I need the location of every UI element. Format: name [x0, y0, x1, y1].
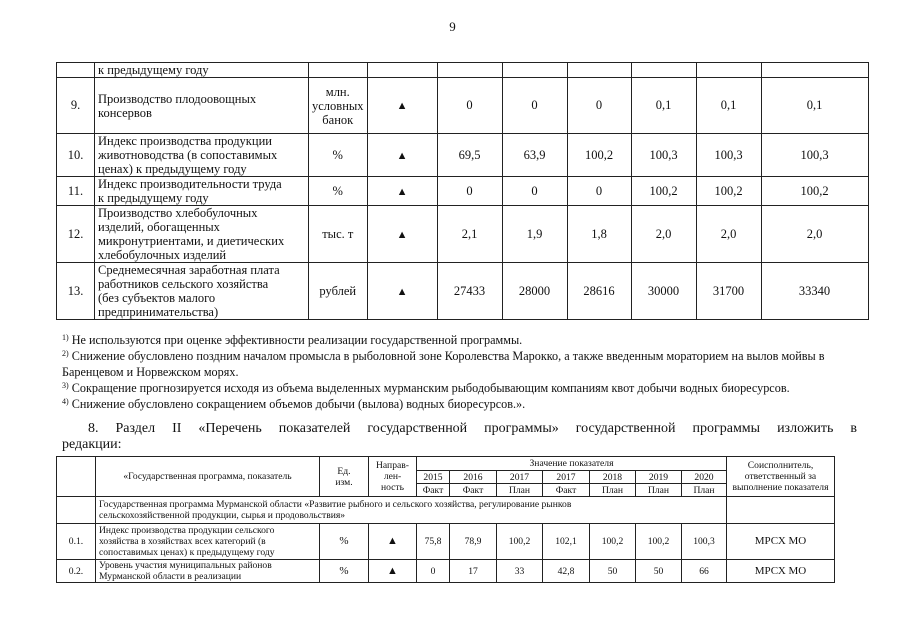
row-unit: рублей: [309, 263, 368, 320]
value-cell: 33: [497, 560, 543, 583]
value-cell: 0,1: [696, 78, 761, 134]
table-row: [57, 263, 869, 320]
row-name: Индекс производства продукции животноводства (в сопоставимых ценах) к предыдущему году: [95, 134, 309, 177]
value-cell: 42,8: [543, 560, 590, 583]
responsible-cell: МРСХ МО: [727, 524, 835, 560]
year-header: 2018: [590, 471, 636, 484]
value-cell: 78,9: [450, 524, 497, 560]
value-cell: 2,0: [631, 206, 696, 263]
footnote: [62, 380, 862, 396]
value-cell: 100,2: [696, 177, 761, 206]
program-row: [57, 497, 835, 524]
year-header: 2017: [497, 471, 543, 484]
row-number: 9.: [57, 78, 95, 134]
value-cell: 33340: [761, 263, 868, 320]
value-cell: 0,1: [761, 78, 868, 134]
value-cell: 1,8: [567, 206, 631, 263]
value-cell: 28616: [567, 263, 631, 320]
direction-cell: [369, 560, 417, 583]
col-program-header: «Государственная программа, показатель: [96, 457, 320, 497]
value-cell: 0: [417, 560, 450, 583]
page-number: 9: [449, 19, 456, 34]
status-header: Факт: [417, 484, 450, 497]
direction-cell: [367, 177, 437, 206]
table-row: [57, 63, 869, 78]
section-line-2: редакции:: [62, 437, 122, 452]
value-cell: 0: [502, 177, 567, 206]
footnote: [62, 396, 862, 412]
value-cell: 66: [682, 560, 727, 583]
value-cell: 17: [450, 560, 497, 583]
direction-cell: [367, 78, 437, 134]
direction-cell: [367, 206, 437, 263]
footnote-mark: 3): [62, 381, 69, 390]
row-name: Индекс производства продукции сельского хозяйства в хозяйствах всех категорий (в сопоставимых ценах) к предыдущему году: [96, 524, 320, 560]
value-cell: 63,9: [502, 134, 567, 177]
value-cell: 100,2: [631, 177, 696, 206]
col-responsible-header: Соисполнитель, ответственный за выполнение показателя: [727, 457, 835, 497]
footnote: [62, 348, 862, 380]
footnote-mark: 4): [62, 397, 69, 406]
value-cell: 0: [502, 78, 567, 134]
value-cell: 28000: [502, 263, 567, 320]
row-number: 0.1.: [57, 524, 96, 560]
triangle-up-icon: ▲: [396, 100, 408, 112]
value-cell: 100,3: [682, 524, 727, 560]
table-row: [57, 524, 835, 560]
value-cell: 100,2: [761, 177, 868, 206]
indicators-table-new: [56, 456, 835, 583]
value-cell: 100,2: [636, 524, 682, 560]
value-cell: 75,8: [417, 524, 450, 560]
table-row: [57, 177, 869, 206]
triangle-up-icon: ▲: [396, 228, 408, 241]
row-name: Уровень участия муниципальных районов Мурманской области в реализации: [96, 560, 320, 583]
row-unit: млн. условных банок: [309, 78, 368, 134]
footnotes: [62, 332, 862, 412]
footnote-mark: 2): [62, 349, 69, 358]
table-row: [57, 78, 869, 134]
row-number: 11.: [57, 177, 95, 206]
row-name: Производство хлебобулочных изделий, обогащенных микронутриентами, и диетических хлебобулочных изделий: [95, 206, 309, 263]
triangle-up-icon: ▲: [387, 535, 398, 547]
year-header: 2016: [450, 471, 497, 484]
row-number: 0.2.: [57, 560, 96, 583]
section-instruction: [62, 421, 857, 453]
row-unit: %: [320, 560, 369, 583]
year-header: 2020: [682, 471, 727, 484]
triangle-up-icon: ▲: [387, 564, 398, 577]
values-group-header: Значение показателя: [417, 457, 727, 471]
direction-cell: [367, 263, 437, 320]
col-unit-header: Ед. изм.: [320, 457, 369, 497]
table-row: [57, 560, 835, 583]
value-cell: 100,2: [567, 134, 631, 177]
value-cell: 100,3: [631, 134, 696, 177]
value-cell: 100,2: [497, 524, 543, 560]
value-cell: 2,0: [696, 206, 761, 263]
value-cell: 100,2: [590, 524, 636, 560]
row-unit: %: [309, 134, 368, 177]
triangle-up-icon: ▲: [396, 285, 408, 298]
value-cell: 0: [567, 177, 631, 206]
triangle-up-icon: ▲: [396, 185, 408, 198]
year-header: 2015: [417, 471, 450, 484]
value-cell: 31700: [696, 263, 761, 320]
status-header: План: [682, 484, 727, 497]
year-header: 2019: [636, 471, 682, 484]
year-header: 2017: [543, 471, 590, 484]
footnote-text: Сокращение прогнозируется исходя из объема выделенных мурманским рыбодобывающим компаниям квот добычи водных биоресурсов.: [68, 381, 790, 395]
status-header: Факт: [543, 484, 590, 497]
direction-cell: [367, 134, 437, 177]
row-name: к предыдущему году: [95, 63, 309, 78]
footnote: [62, 332, 862, 348]
value-cell: 0: [567, 78, 631, 134]
row-number: 12.: [57, 206, 95, 263]
table-row: [57, 134, 869, 177]
row-number: 13.: [57, 263, 95, 320]
section-line-1: 8. Раздел II «Перечень показателей государственной программы» государственной программы изложить в: [88, 421, 857, 436]
table-row: [57, 206, 869, 263]
row-name: Индекс производительности труда к предыдущему году: [95, 177, 309, 206]
footnote-text: Не используются при оценке эффективности реализации государственной программы.: [68, 333, 523, 347]
indicators-table-continued: [56, 62, 869, 320]
value-cell: 0,1: [631, 78, 696, 134]
value-cell: 100,3: [761, 134, 868, 177]
row-number: 10.: [57, 134, 95, 177]
value-cell: 69,5: [437, 134, 502, 177]
status-header: План: [497, 484, 543, 497]
value-cell: 50: [590, 560, 636, 583]
row-unit: %: [309, 177, 368, 206]
program-title: Государственная программа Мурманской области «Развитие рыбного и сельского хозяйства, регулирование рынков сельскохозяйственной продукции, сырья и продовольствия»: [96, 497, 727, 524]
value-cell: 102,1: [543, 524, 590, 560]
direction-cell: [369, 524, 417, 560]
value-cell: 2,1: [437, 206, 502, 263]
triangle-up-icon: ▲: [396, 149, 408, 162]
status-header: План: [636, 484, 682, 497]
value-cell: 0: [437, 177, 502, 206]
value-cell: 1,9: [502, 206, 567, 263]
value-cell: 27433: [437, 263, 502, 320]
value-cell: 0: [437, 78, 502, 134]
footnote-mark: 1): [62, 333, 69, 342]
value-cell: 30000: [631, 263, 696, 320]
value-cell: 100,3: [696, 134, 761, 177]
row-unit: %: [320, 524, 369, 560]
header-row-1: [57, 457, 835, 471]
responsible-cell: МРСХ МО: [727, 560, 835, 583]
footnote-text: Снижение обусловлено сокращением объемов добычи (вылова) водных биоресурсов.».: [68, 397, 526, 411]
status-header: Факт: [450, 484, 497, 497]
row-name: Среднемесячная заработная плата работников сельского хозяйства (без субъектов малого предпринимательства): [95, 263, 309, 320]
footnote-text: Снижение обусловлено поздним началом промысла в рыболовной зоне Королевства Марокко, а также введенным мораторием на вылов мойвы в Баренцевом и Норвежском морях.: [62, 349, 825, 379]
value-cell: 2,0: [761, 206, 868, 263]
status-header: План: [590, 484, 636, 497]
value-cell: 50: [636, 560, 682, 583]
row-unit: тыс. т: [309, 206, 368, 263]
col-direction-header: Направ- лен- ность: [369, 457, 417, 497]
row-name: Производство плодоовощных консервов: [95, 78, 309, 134]
